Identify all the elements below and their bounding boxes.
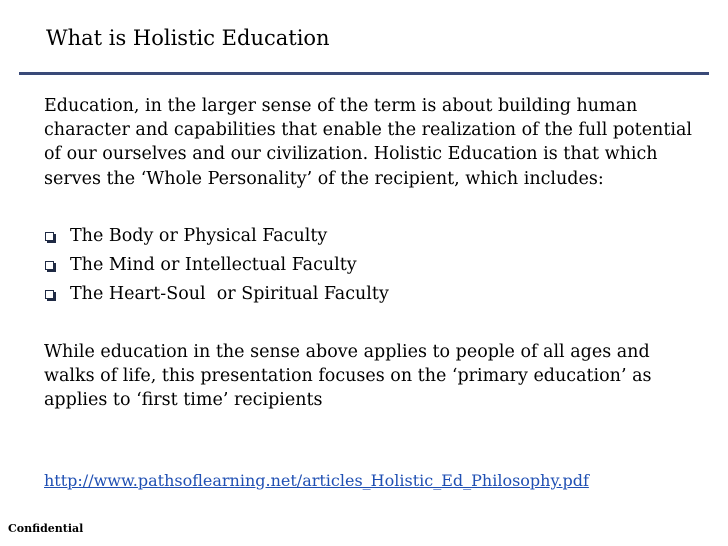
list-item	[44, 222, 389, 251]
square-bullet-icon	[45, 261, 54, 270]
focus-paragraph: While education in the sense above applies to people of all ages and walks of life, this presentation focuses on the ‘primary education’ as applies to ‘first time’ recipients	[44, 342, 652, 411]
list-item	[44, 251, 389, 280]
faculty-label: The Body or Physical Faculty	[70, 226, 328, 246]
list-item	[44, 280, 389, 309]
faculties-list	[44, 222, 389, 309]
square-bullet-icon	[45, 232, 54, 241]
square-bullet-icon	[45, 290, 54, 299]
reference-link[interactable]: http://www.pathsoflearning.net/articles_Holistic_Ed_Philosophy.pdf	[44, 471, 589, 490]
title-divider	[19, 72, 709, 75]
slide-title: What is Holistic Education	[46, 26, 330, 50]
intro-paragraph: Education, in the larger sense of the term is about building human character and capabilities that enable the realization of the full potential of our ourselves and our civilization. Holistic Education is that which serves the ‘Whole Personality’ of the recipient, which includes:	[44, 96, 692, 189]
faculty-label: The Mind or Intellectual Faculty	[70, 255, 357, 275]
confidential-footer: Confidential	[8, 522, 84, 535]
faculty-label: The Heart-Soul or Spiritual Faculty	[70, 284, 389, 304]
